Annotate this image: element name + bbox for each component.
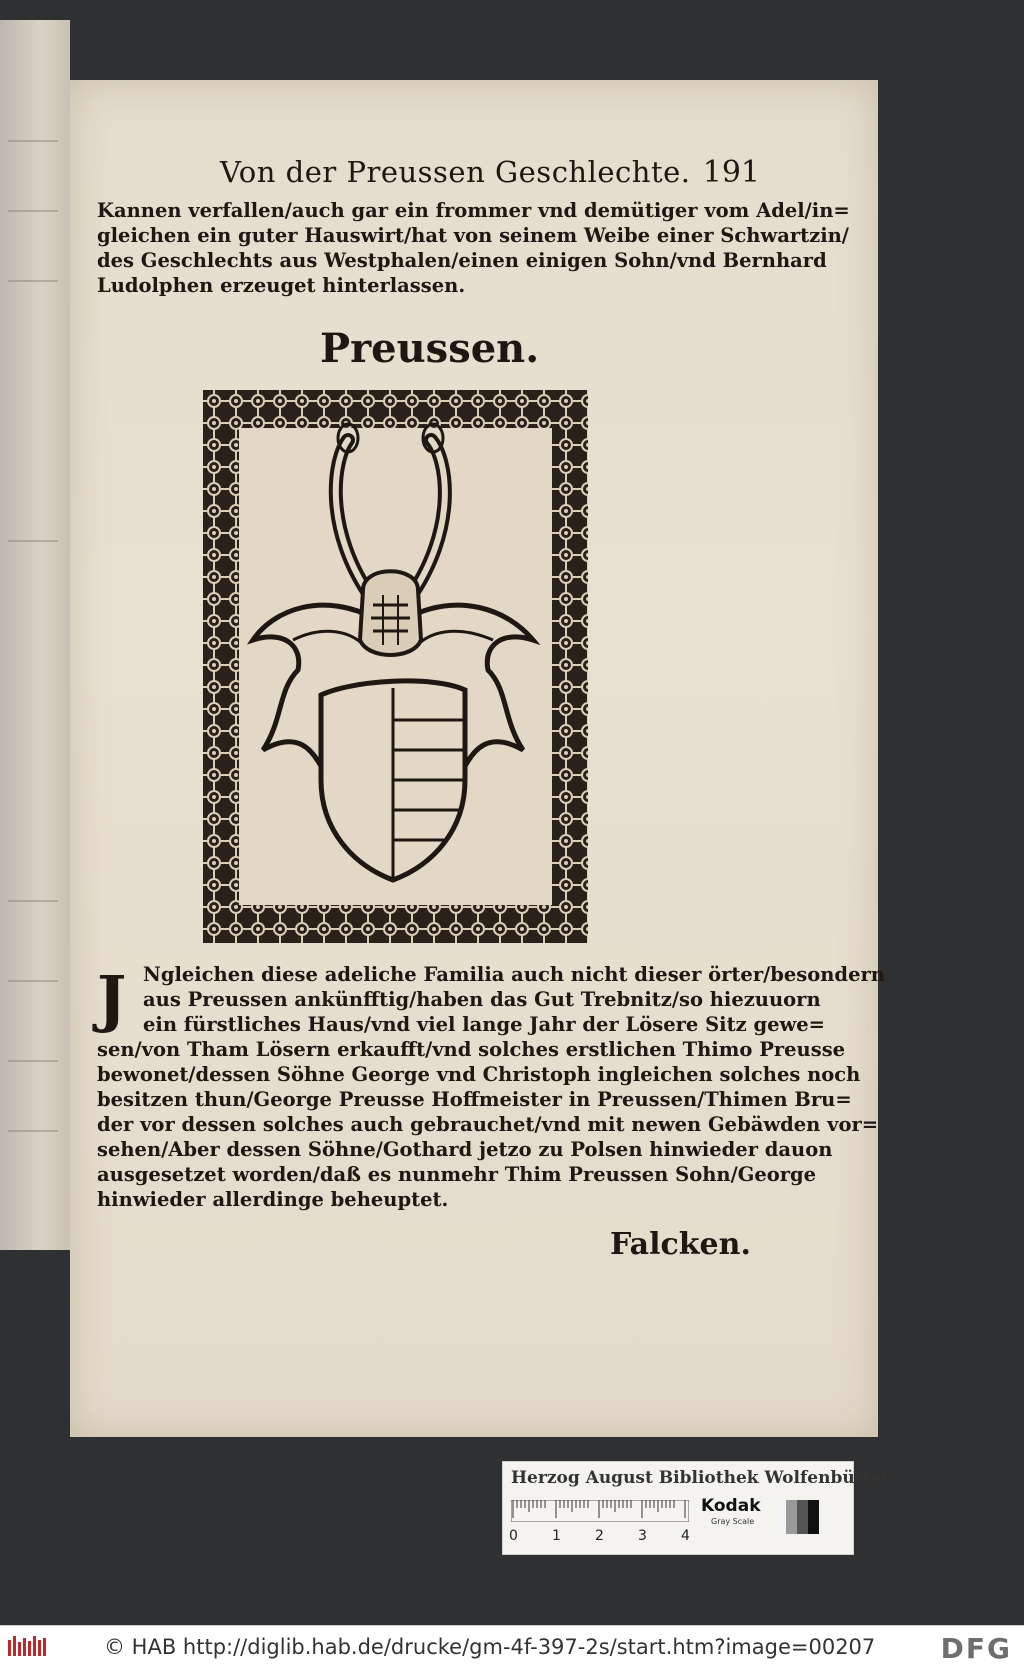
text-line: Ludolphen erzeuget hinterlassen. <box>97 274 466 297</box>
ruler-number: 1 <box>552 1528 561 1544</box>
ruler-number: 0 <box>509 1528 518 1544</box>
credit-link[interactable]: © HAB http://diglib.hab.de/drucke/gm-4f-397-2s/start.htm?image=00207 <box>104 1635 876 1659</box>
text-line: hinwieder allerdinge beheuptet. <box>97 1188 449 1211</box>
text-line: Kannen verfallen/auch gar ein frommer vnd demütiger vom Adel/in= <box>97 199 850 222</box>
drop-cap-initial: J <box>97 962 127 1035</box>
text-line: sen/von Tham Lösern erkaufft/vnd solches erstlichen Thimo Preusse <box>97 1038 846 1061</box>
kodak-brand: Kodak <box>701 1496 761 1516</box>
text-line: sehen/Aber dessen Söhne/Gothard jetzo zu Polsen hinwieder dauon <box>97 1138 833 1161</box>
ruler-number: 3 <box>638 1528 647 1544</box>
text-line: bewonet/dessen Söhne George vnd Christoph ingleichen solches noch <box>97 1063 861 1086</box>
text-line: der vor dessen solches auch gebrauchet/vnd mit newen Gebäwden vor= <box>97 1113 879 1136</box>
footer-bar <box>0 1625 1024 1668</box>
hab-logo-icon <box>8 1636 46 1658</box>
gray-scale-label: Gray Scale <box>711 1517 755 1526</box>
family-heading: Preussen. <box>320 325 540 372</box>
text-line: gleichen ein guter Hauswirt/hat von seinem Weibe einer Schwartzin/ <box>97 224 849 247</box>
paragraph-1 <box>97 198 850 298</box>
color-calibration-card <box>502 1461 888 1555</box>
library-name: Herzog August Bibliothek Wolfenbüttel <box>511 1468 888 1488</box>
text-line: ausgesetzet worden/daß es nunmehr Thim Preussen Sohn/George <box>97 1163 817 1186</box>
coat-of-arms-woodcut <box>203 390 588 943</box>
text-line: ein fürstliches Haus/vnd viel lange Jahr der Lösere Sitz gewe= <box>143 1013 826 1036</box>
running-head: Von der Preussen Geschlechte. <box>220 155 691 189</box>
dfg-logo-icon: DFG <box>940 1632 1012 1665</box>
page-number: 191 <box>702 155 760 190</box>
paragraph-2 <box>97 962 885 1212</box>
ruler-number: 4 <box>681 1528 690 1544</box>
next-family-heading: Falcken. <box>610 1227 751 1262</box>
page-header <box>150 155 760 195</box>
ruler-icon <box>511 1500 689 1522</box>
text-line: besitzen thun/George Preusse Hoffmeister in Preussen/Thimen Bru= <box>97 1088 852 1111</box>
text-line: aus Preussen ankünfftig/haben das Gut Trebnitz/so hiezuuorn <box>143 988 821 1011</box>
text-line: Ngleichen diese adeliche Familia auch nicht dieser örter/besondern <box>143 963 885 986</box>
facing-page-edge <box>0 20 70 1250</box>
text-line: des Geschlechts aus Westphalen/einen einigen Sohn/vnd Bernhard <box>97 249 827 272</box>
coat-of-arms-icon <box>203 390 588 943</box>
ruler-number: 2 <box>595 1528 604 1544</box>
gray-scale-swatch <box>775 1500 819 1534</box>
